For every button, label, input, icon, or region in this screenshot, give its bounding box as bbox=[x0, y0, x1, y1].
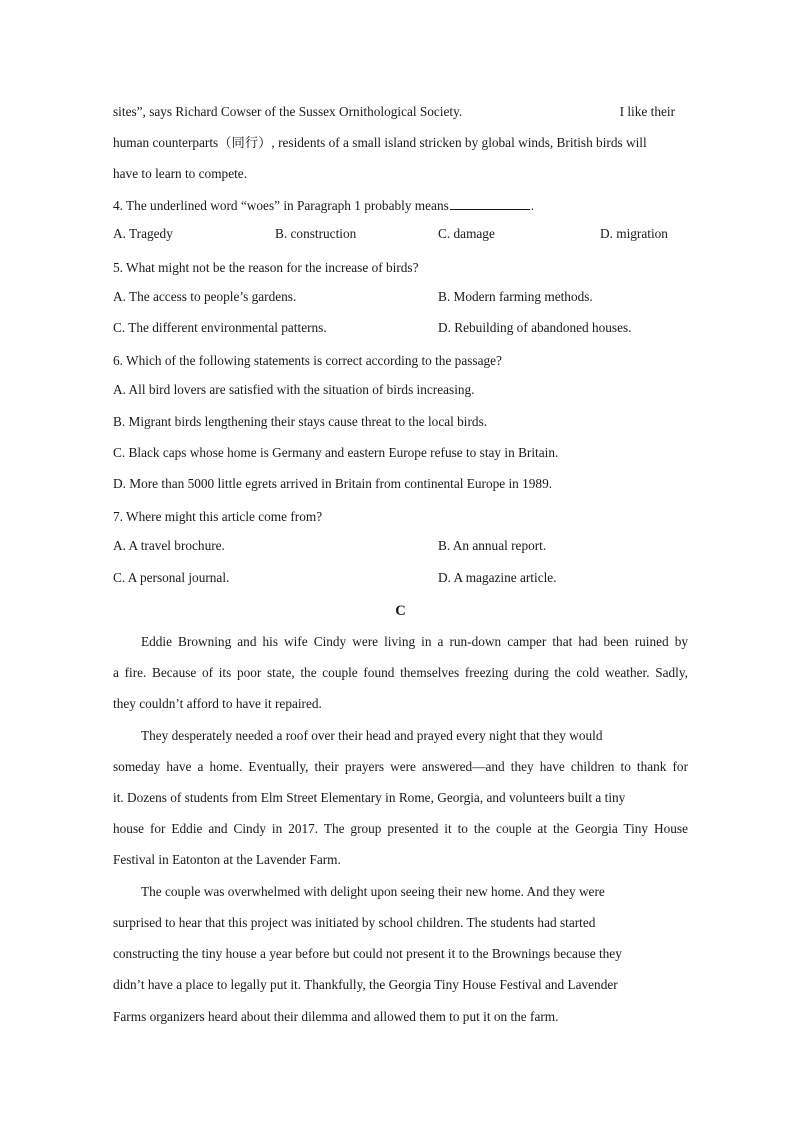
passage-line: someday have a home. Eventually, their prayers were answered—and they have children to thank for bbox=[113, 759, 688, 774]
question-5-option-b: B. Modern farming methods. bbox=[438, 289, 593, 304]
passage-line: They desperately needed a roof over their head and prayed every night that they would bbox=[141, 728, 603, 743]
question-text: 4. The underlined word “woes” in Paragraph 1 probably means bbox=[113, 198, 449, 213]
question-6-stem: 6. Which of the following statements is correct according to the passage? bbox=[113, 353, 502, 368]
question-4-option-c: C. damage bbox=[438, 226, 495, 241]
question-7-stem: 7. Where might this article come from? bbox=[113, 509, 323, 524]
question-4-option-b: B. construction bbox=[275, 226, 357, 241]
question-6-option-d: D. More than 5000 little egrets arrived in Britain from continental Europe in 1989. bbox=[113, 476, 553, 491]
question-text: . bbox=[530, 198, 535, 213]
question-7-option-a: A. A travel brochure. bbox=[113, 538, 225, 553]
section-heading: C bbox=[395, 603, 406, 619]
passage-line: human counterparts（同行）, residents of a small island stricken by global winds, British birds will bbox=[113, 135, 647, 150]
question-4-option-d: D. migration bbox=[600, 226, 668, 241]
question-7-option-c: C. A personal journal. bbox=[113, 570, 230, 585]
question-5-option-a: A. The access to people’s gardens. bbox=[113, 289, 297, 304]
passage-line: it. Dozens of students from Elm Street Elementary in Rome, Georgia, and volunteers built a tiny bbox=[113, 790, 626, 805]
question-7-option-d: D. A magazine article. bbox=[438, 570, 557, 585]
passage-line: Farms organizers heard about their dilemma and allowed them to put it on the farm. bbox=[113, 1009, 559, 1024]
question-5-stem: 5. What might not be the reason for the increase of birds? bbox=[113, 260, 419, 275]
passage-line bbox=[113, 102, 688, 122]
passage-line: have to learn to compete. bbox=[113, 166, 248, 181]
question-6-option-a: A. All bird lovers are satisfied with the situation of birds increasing. bbox=[113, 382, 475, 397]
passage-line: didn’t have a place to legally put it. Thankfully, the Georgia Tiny House Festival and Lavender bbox=[113, 977, 618, 992]
question-6-option-c: C. Black caps whose home is Germany and eastern Europe refuse to stay in Britain. bbox=[113, 445, 559, 460]
passage-line: they couldn’t afford to have it repaired. bbox=[113, 696, 322, 711]
passage-line: a fire. Because of its poor state, the couple found themselves freezing during the cold weather. Sadly, bbox=[113, 665, 688, 680]
passage-line: Eddie Browning and his wife Cindy were living in a run-down camper that had been ruined by bbox=[141, 634, 688, 649]
answer-blank bbox=[450, 196, 530, 210]
question-6-option-b: B. Migrant birds lengthening their stays cause threat to the local birds. bbox=[113, 414, 488, 429]
question-4-option-a: A. Tragedy bbox=[113, 226, 173, 241]
passage-line: Festival in Eatonton at the Lavender Farm. bbox=[113, 852, 341, 867]
question-4-stem bbox=[113, 196, 688, 216]
passage-line: The couple was overwhelmed with delight upon seeing their new home. And they were bbox=[141, 884, 605, 899]
passage-text: I like their bbox=[619, 104, 675, 119]
question-5-option-d: D. Rebuilding of abandoned houses. bbox=[438, 320, 632, 335]
passage-text: sites”, says Richard Cowser of the Sussex Ornithological Society. bbox=[113, 104, 463, 119]
question-7-option-b: B. An annual report. bbox=[438, 538, 547, 553]
passage-line: constructing the tiny house a year before but could not present it to the Brownings because they bbox=[113, 946, 622, 961]
passage-line: house for Eddie and Cindy in 2017. The group presented it to the couple at the Georgia Tiny House bbox=[113, 821, 688, 836]
question-5-option-c: C. The different environmental patterns. bbox=[113, 320, 327, 335]
passage-line: surprised to hear that this project was initiated by school children. The students had started bbox=[113, 915, 596, 930]
